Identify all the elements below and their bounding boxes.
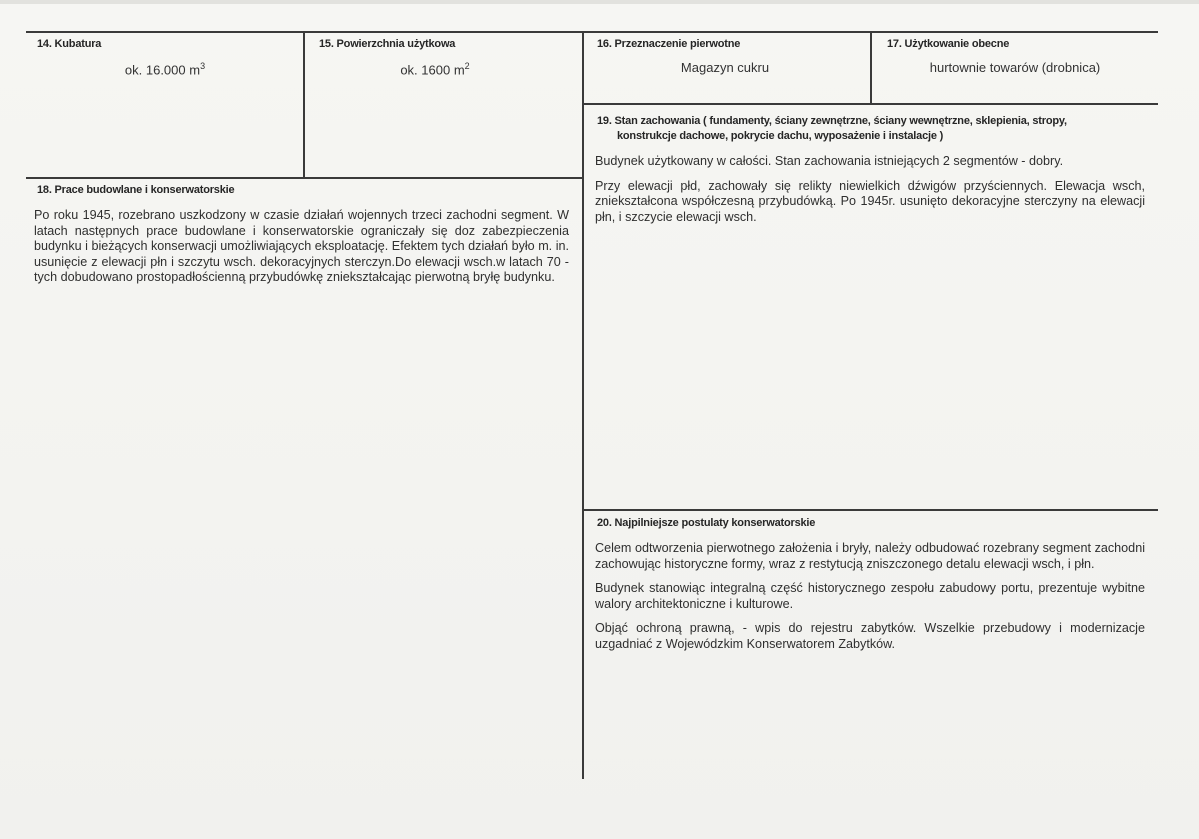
field-19-label-line-2: konstrukcje dachowe, pokrycie dachu, wyposażenie i instalacje ) xyxy=(617,130,944,142)
field-17-value: hurtownie towarów (drobnica) xyxy=(929,60,1101,75)
field-14-label: 14. Kubatura xyxy=(37,38,102,50)
field-18-label: 18. Prace budowlane i konserwatorskie xyxy=(37,184,235,196)
divider-row-19-20 xyxy=(582,509,1158,511)
divider-row-14-18 xyxy=(26,177,582,179)
divider-col-16-17 xyxy=(870,31,872,103)
field-20-text xyxy=(595,541,1145,661)
field-20-paragraph-1: Celem odtworzenia pierwotnego założenia i bryły, należy odbudować rozebrany segment zachodni zachowując historyczne formy, wraz z restytucją zniszczonego detalu elewacji wsch, i płn. xyxy=(595,541,1145,571)
field-14-exponent: 3 xyxy=(200,61,206,71)
field-15-label: 15. Powierzchnia użytkowa xyxy=(319,38,456,50)
divider-center xyxy=(582,31,584,779)
field-19-paragraph-1: Budynek użytkowany w całości. Stan zachowania istniejących 2 segmentów - dobry. xyxy=(595,154,1064,168)
field-15-value xyxy=(380,61,490,77)
field-19-paragraph-2: Przy elewacji płd, zachowały się relikty niewielkich dźwigów przyściennych. Elewacja wsch, zniekształcona współczesną przybudówką. Po 1945r. usunięto dekoracyjne sterczyny na elewacji płn, i szczycie elewacji wsch. xyxy=(595,178,1145,224)
field-18-text: Po roku 1945, rozebrano uszkodzony w czasie działań wojennych trzeci zachodni segment. W latach następnych prace budowlane i konserwatorskie ograniczały się doz zabezpieczenia budynku i bieżących konserwacji umożliwiających eksploatację. Efektem tych działań było m. in. usunięcie z elewacji płn i szczytu wsch. dekoracyjnych sterczyn.Do elewacji wsch.w latach 70 - tych dobudowano prostopadłościenną przybudówkę zniekształcając pierwotną bryłę budynku. xyxy=(34,208,569,284)
field-15-exponent: 2 xyxy=(464,61,470,71)
divider-top xyxy=(26,31,1158,33)
field-17-label: 17. Użytkowanie obecne xyxy=(887,38,1010,50)
top-edge xyxy=(0,0,1199,4)
divider-row-16-19 xyxy=(582,103,1158,105)
field-19-text xyxy=(595,154,1145,234)
field-20-paragraph-2: Budynek stanowiąc integralną część historycznego zespołu zabudowy portu, prezentuje wybitne walory architektoniczne i kulturowe. xyxy=(595,581,1145,611)
field-15-value-text: ok. 1600 m xyxy=(400,62,465,78)
field-14-value xyxy=(100,61,230,77)
divider-col-14-15 xyxy=(303,31,305,177)
field-19-label-line-1: 19. Stan zachowania ( fundamenty, ściany zewnętrzne, ściany wewnętrzne, sklepienia, stropy, xyxy=(597,115,1067,127)
field-14-value-text: ok. 16.000 m xyxy=(124,62,201,78)
field-20-paragraph-3: Objąć ochroną prawną, - wpis do rejestru zabytków. Wszelkie przebudowy i modernizacje uzgadniać z Wojewódzkim Konserwatorem Zabytków. xyxy=(595,621,1145,651)
field-16-label: 16. Przeznaczenie pierwotne xyxy=(597,38,741,50)
field-20-label: 20. Najpilniejsze postulaty konserwatorskie xyxy=(597,517,816,529)
field-16-value: Magazyn cukru xyxy=(680,60,770,75)
